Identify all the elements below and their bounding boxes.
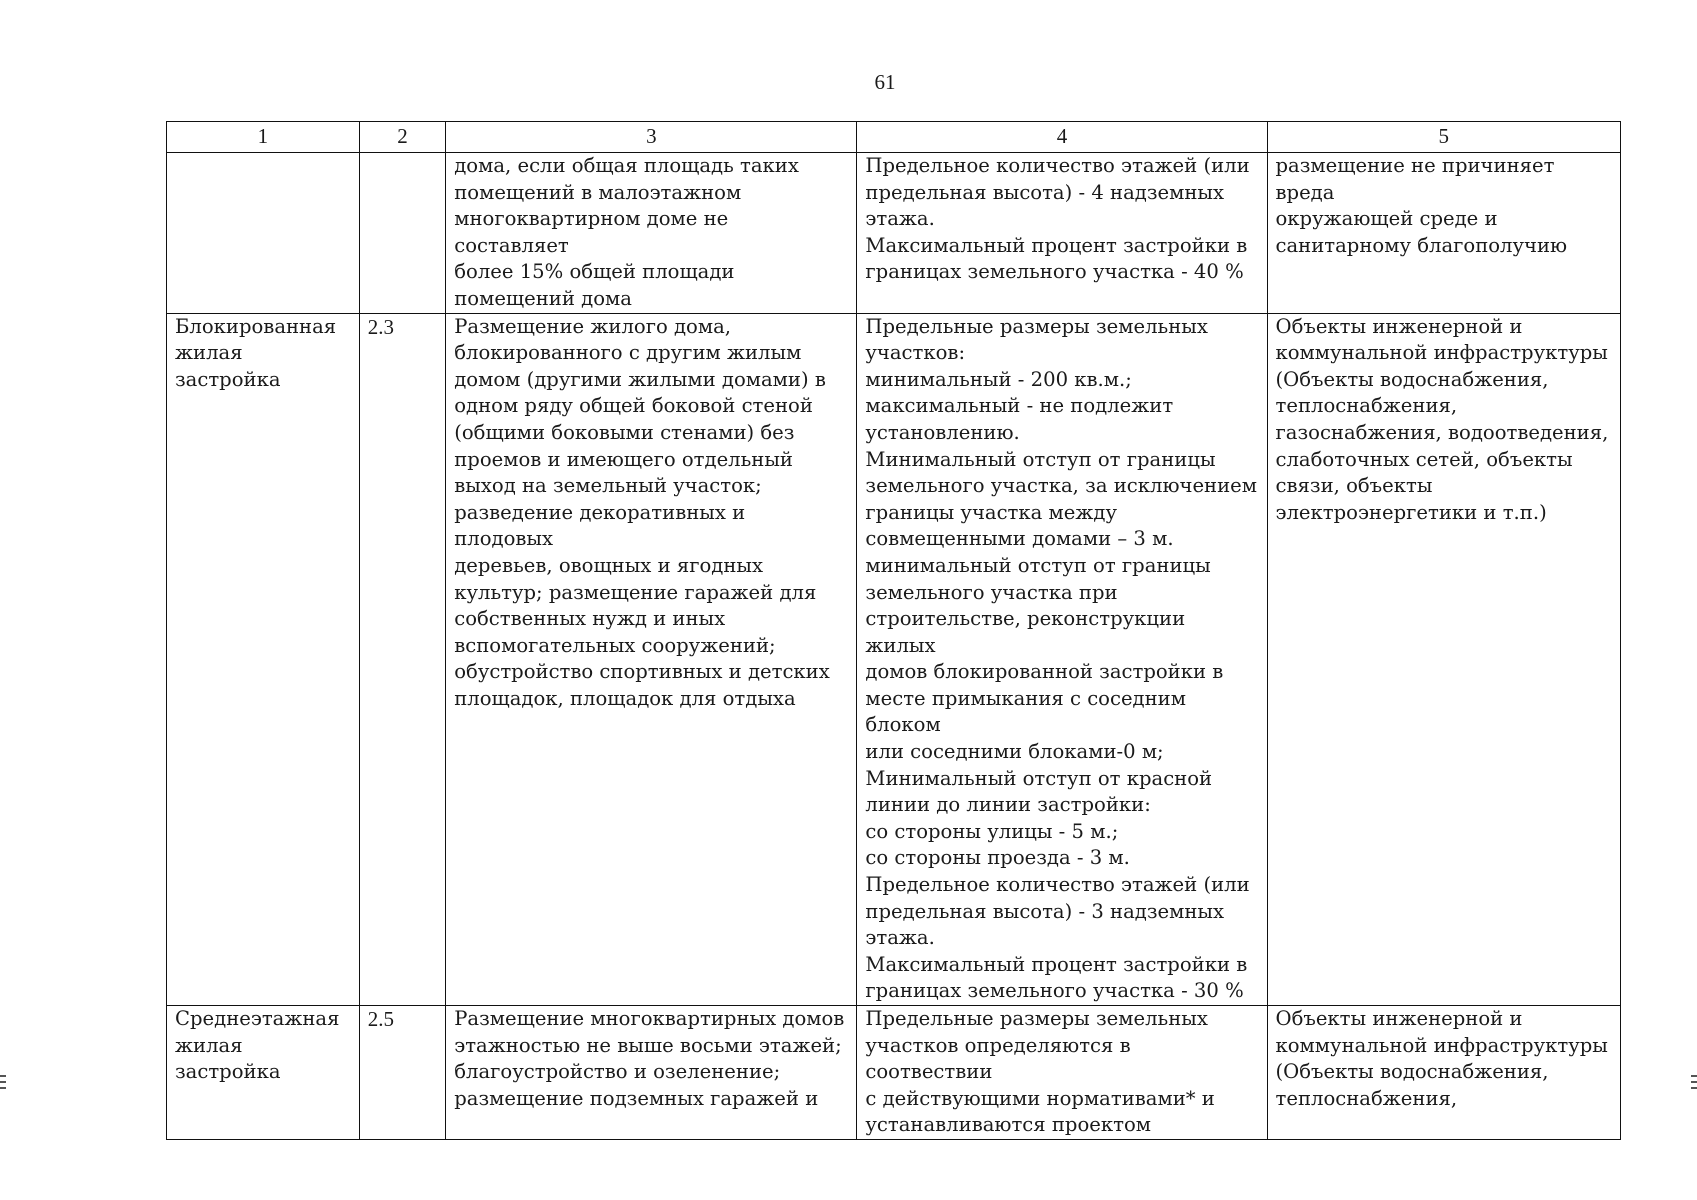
use-description-cell: Размещение жилого дома, блокированного с другим жилым домом (другими жилыми домами) в одном ряду общей боковой стеной (общими боковыми стенами) без проемов и имеющего отдельный выход на земельный участок; разведение декоративных и плодовых деревьев, овощных и ягодных культур; размещение гаражей для собственных нужд и иных вспомогательных сооружений; обустройство спортивных и детских площадок, площадок для отдыха (446, 313, 857, 1005)
column-header-2: 2 (359, 122, 446, 153)
use-code-cell (359, 153, 446, 314)
table-header-row (167, 122, 1621, 153)
column-header-4: 4 (857, 122, 1267, 153)
table-row (167, 153, 1621, 314)
right-margin-mark (1691, 1075, 1697, 1089)
use-conditions-cell: Объекты инженерной и коммунальной инфраструктуры (Объекты водоснабжения, теплоснабжения, газоснабжения, водоотведения, слаботочных сетей, объекты связи, объекты электроэнергетики и т.п.) (1267, 313, 1620, 1005)
use-parameters-cell: Предельные размеры земельных участков: минимальный - 200 кв.м.; максимальный - не подлежит установлению. Минимальный отступ от границы земельного участка, за исключением границы участка между совмещенными домами – 3 м. минимальный отступ от границы земельного участка при строительстве, реконструкции жилых домов блокированной застройки в месте примыкания с соседним блоком или соседними блоками-0 м; Минимальный отступ от красной линии до линии застройки: со стороны улицы - 5 м.; со стороны проезда - 3 м. Предельное количество этажей (или предельная высота) - 3 надземных этажа. Максимальный процент застройки в границах земельного участка - 30 % (857, 313, 1267, 1005)
use-name-cell: Блокированная жилая застройка (167, 313, 360, 1005)
use-name-cell (167, 153, 360, 314)
table-row (167, 313, 1621, 1005)
column-header-3: 3 (446, 122, 857, 153)
use-name-cell: Среднеэтажная жилая застройка (167, 1006, 360, 1140)
use-description-cell: дома, если общая площадь таких помещений в малоэтажном многоквартирном доме не составляет более 15% общей площади помещений дома (446, 153, 857, 314)
use-code-cell: 2.5 (359, 1006, 446, 1140)
use-conditions-cell: Объекты инженерной и коммунальной инфраструктуры (Объекты водоснабжения, теплоснабжения, (1267, 1006, 1620, 1140)
use-conditions-cell: размещение не причиняет вреда окружающей среде и санитарному благополучию (1267, 153, 1620, 314)
left-margin-mark (0, 1075, 6, 1089)
page-number: 61 (874, 70, 896, 94)
use-code-cell: 2.3 (359, 313, 446, 1005)
table-row (167, 1006, 1621, 1140)
use-parameters-cell: Предельные размеры земельных участков определяются в соотвествии с действующими нормативами* и устанавливаются проектом (857, 1006, 1267, 1140)
column-header-1: 1 (167, 122, 360, 153)
land-use-table (166, 121, 1621, 1140)
use-description-cell: Размещение многоквартирных домов этажностью не выше восьми этажей; благоустройство и озеленение; размещение подземных гаражей и (446, 1006, 857, 1140)
column-header-5: 5 (1267, 122, 1620, 153)
use-parameters-cell: Предельное количество этажей (или предельная высота) - 4 надземных этажа. Максимальный процент застройки в границах земельного участка - 40 % (857, 153, 1267, 314)
